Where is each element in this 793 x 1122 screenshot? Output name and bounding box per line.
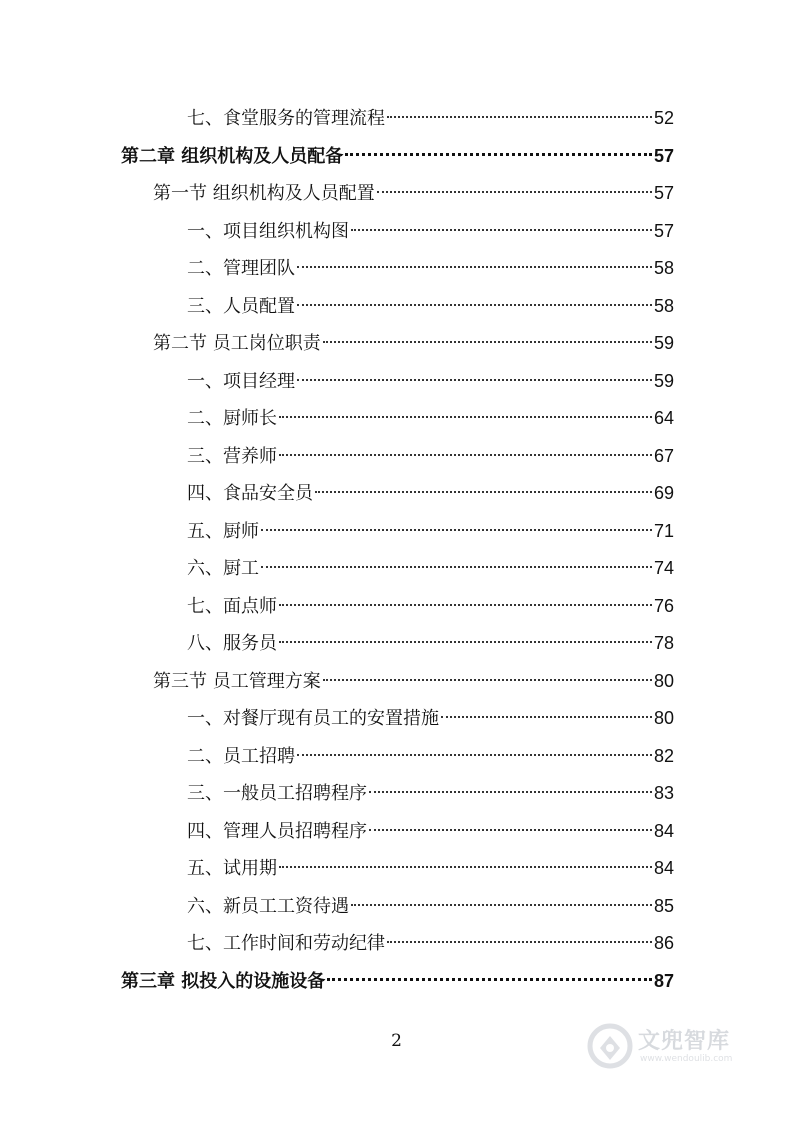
toc-entry-label: 一、项目经理 — [187, 370, 295, 392]
toc-entry-label: 六、厨工 — [187, 558, 259, 579]
toc-dot-leader — [377, 191, 652, 193]
toc-entry-item[interactable] — [187, 738, 674, 776]
toc-entry-page-number: 64 — [653, 408, 674, 428]
toc-entry-label: 第二节 员工岗位职责 — [153, 333, 321, 354]
toc-entry-page-number: 52 — [653, 108, 674, 128]
toc-dot-leader — [297, 266, 652, 268]
toc-entry-page-number: 57 — [653, 220, 674, 241]
toc-entry-label: 四、食品安全员 — [187, 483, 313, 504]
toc-dot-leader — [351, 229, 652, 231]
toc-dot-leader — [387, 941, 652, 943]
toc-entry-page-number: 84 — [653, 820, 674, 841]
toc-entry-page-number: 83 — [653, 783, 674, 803]
toc-dot-leader — [387, 116, 652, 118]
wendou-logo-icon — [586, 1018, 636, 1074]
toc-dot-leader — [369, 829, 652, 831]
toc-entry-page-number: 69 — [653, 483, 674, 503]
toc-entry-page-number: 57 — [653, 183, 674, 203]
toc-entry-label: 二、厨师长 — [187, 408, 277, 429]
toc-entry-label: 二、员工招聘 — [187, 745, 295, 767]
toc-entry-item[interactable] — [187, 513, 674, 551]
toc-entry-item[interactable] — [187, 813, 674, 851]
toc-entry-label: 第三节 员工管理方案 — [153, 670, 321, 692]
toc-entry-item[interactable] — [187, 213, 674, 251]
toc-entry-item[interactable] — [187, 438, 674, 476]
toc-entry-item[interactable] — [187, 475, 674, 513]
watermark-text: 文兜智库 — [638, 1029, 731, 1054]
watermark — [586, 1018, 756, 1078]
toc-dot-leader — [323, 341, 652, 343]
toc-dot-leader — [441, 716, 652, 718]
toc-entry-chapter[interactable] — [121, 138, 674, 176]
page-number: 2 — [391, 1031, 402, 1051]
toc-dot-leader — [323, 679, 652, 681]
toc-dot-leader — [279, 416, 652, 418]
toc-entry-item[interactable] — [187, 925, 674, 963]
toc-entry-item[interactable] — [187, 363, 674, 401]
toc-entry-item[interactable] — [187, 288, 674, 326]
toc-dot-leader — [279, 866, 652, 868]
toc-entry-page-number: 59 — [653, 333, 674, 353]
toc-entry-page-number: 78 — [653, 633, 674, 653]
toc-entry-item[interactable] — [187, 775, 674, 813]
toc-dot-leader — [297, 379, 652, 381]
toc-entry-item[interactable] — [187, 400, 674, 438]
toc-dot-leader — [351, 904, 652, 906]
toc-entry-page-number: 58 — [653, 295, 674, 316]
toc-dot-leader — [261, 529, 652, 531]
toc-entry-section[interactable] — [153, 663, 674, 701]
toc-entry-page-number: 85 — [653, 895, 674, 916]
toc-entry-label: 三、营养师 — [187, 445, 277, 467]
toc-dot-leader — [279, 641, 652, 643]
toc-entry-page-number: 59 — [653, 370, 674, 391]
toc-entry-page-number: 86 — [653, 933, 674, 953]
toc-entry-item[interactable] — [187, 250, 674, 288]
toc-entry-page-number: 58 — [653, 258, 674, 278]
toc-entry-page-number: 84 — [653, 858, 674, 878]
toc-dot-leader — [297, 304, 652, 306]
toc-entry-item[interactable] — [187, 700, 674, 738]
toc-entry-label: 二、管理团队 — [187, 258, 295, 279]
toc-entry-page-number: 82 — [653, 745, 674, 766]
toc-entry-label: 一、对餐厅现有员工的安置措施 — [187, 708, 439, 729]
toc-entry-label: 七、面点师 — [187, 595, 277, 617]
toc-entry-page-number: 80 — [653, 708, 674, 728]
toc-dot-leader — [315, 491, 652, 493]
toc-entry-page-number: 87 — [653, 970, 674, 991]
toc-entry-section[interactable] — [153, 175, 674, 213]
toc-entry-page-number: 67 — [653, 445, 674, 466]
toc-entry-label: 八、服务员 — [187, 633, 277, 654]
toc-entry-item[interactable] — [187, 588, 674, 626]
toc-entry-label: 第二章 组织机构及人员配备 — [121, 145, 344, 167]
toc-entry-label: 七、工作时间和劳动纪律 — [187, 933, 385, 954]
toc-entry-item[interactable] — [187, 550, 674, 588]
toc-entry-page-number: 80 — [653, 670, 674, 691]
watermark-url: www.wendoulib.com — [640, 1054, 733, 1064]
toc-entry-item[interactable] — [187, 850, 674, 888]
toc-entry-label: 六、新员工工资待遇 — [187, 895, 349, 917]
toc-dot-leader — [345, 153, 652, 156]
toc-dot-leader — [327, 978, 652, 981]
toc-entry-item[interactable] — [187, 625, 674, 663]
toc-entry-label: 第一节 组织机构及人员配置 — [153, 183, 375, 204]
toc-entry-label: 三、人员配置 — [187, 295, 295, 317]
toc-entry-label: 第三章 拟投入的设施设备 — [121, 970, 326, 992]
toc-entry-item[interactable] — [187, 100, 674, 138]
toc-dot-leader — [279, 454, 652, 456]
toc-entry-label: 四、管理人员招聘程序 — [187, 820, 367, 842]
toc-entry-page-number: 57 — [653, 145, 674, 166]
toc-entry-label: 一、项目组织机构图 — [187, 220, 349, 242]
toc-entry-page-number: 74 — [653, 558, 674, 578]
toc-entry-page-number: 71 — [653, 520, 674, 541]
toc-dot-leader — [369, 791, 652, 793]
toc-entry-section[interactable] — [153, 325, 674, 363]
toc-dot-leader — [279, 604, 652, 606]
toc-entry-item[interactable] — [187, 888, 674, 926]
toc-entry-label: 七、食堂服务的管理流程 — [187, 108, 385, 129]
toc-entry-page-number: 76 — [653, 595, 674, 616]
toc-dot-leader — [261, 566, 652, 568]
toc-entry-label: 五、试用期 — [187, 858, 277, 879]
toc-entry-chapter[interactable] — [121, 963, 674, 1001]
toc-dot-leader — [297, 754, 652, 756]
toc-entry-label: 五、厨师 — [187, 520, 259, 542]
toc-entry-label: 三、一般员工招聘程序 — [187, 783, 367, 804]
